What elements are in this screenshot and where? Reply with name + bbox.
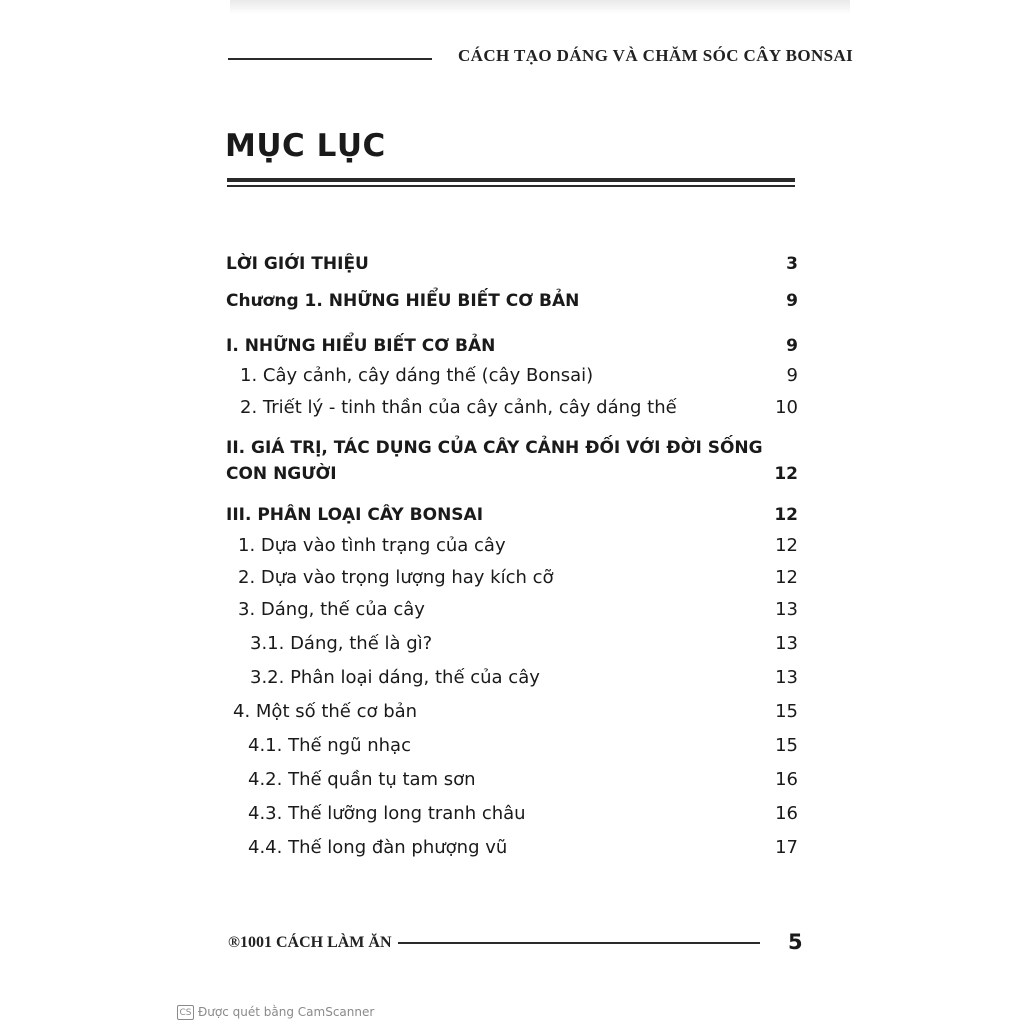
toc-entry-page: 12 bbox=[775, 567, 798, 588]
toc-entry-title: 4.4. Thế long đàn phượng vũ bbox=[248, 837, 508, 858]
toc-entry-page: 13 bbox=[775, 633, 798, 654]
toc-entry-page: 15 bbox=[775, 701, 798, 722]
footer-rule bbox=[398, 942, 760, 944]
camscanner-icon: CS bbox=[177, 1005, 194, 1020]
toc-entry-title: II. GIÁ TRỊ, TÁC DỤNG CỦA CÂY CẢNH ĐỐI VỚI ĐỜI SỐNG bbox=[226, 438, 763, 458]
title-double-rule bbox=[227, 178, 795, 187]
toc-entry-page: 13 bbox=[775, 667, 798, 688]
toc-entry-page: 10 bbox=[775, 397, 798, 418]
toc-entry-page: 9 bbox=[786, 365, 798, 386]
toc-entry-title: 3.2. Phân loại dáng, thế của cây bbox=[250, 667, 540, 688]
toc-entry-title: 2. Triết lý - tinh thần của cây cảnh, cây dáng thế bbox=[240, 397, 677, 418]
toc-entry-page: 16 bbox=[775, 769, 798, 790]
watermark-text: Được quét bằng CamScanner bbox=[198, 1005, 375, 1019]
toc-entry-page: 12 bbox=[775, 535, 798, 556]
toc-entry-page: 15 bbox=[775, 735, 798, 756]
toc-entry-title: Chương 1. NHỮNG HIỂU BIẾT CƠ BẢN bbox=[226, 291, 580, 311]
toc-entry-title: 3. Dáng, thế của cây bbox=[238, 599, 425, 620]
page-title: MỤC LỤC bbox=[225, 128, 386, 164]
toc-entry-title: 2. Dựa vào trọng lượng hay kích cỡ bbox=[238, 567, 554, 588]
header-rule bbox=[228, 58, 432, 60]
toc-entry-page: 9 bbox=[786, 291, 798, 311]
toc-entry-page: 17 bbox=[775, 837, 798, 858]
toc-entry-title: 4.3. Thế lưỡng long tranh châu bbox=[248, 803, 526, 824]
toc-entry-title: 1. Dựa vào tình trạng của cây bbox=[238, 535, 506, 556]
camscanner-watermark bbox=[177, 1003, 374, 1021]
toc-entry-title: 4.2. Thế quần tụ tam sơn bbox=[248, 769, 476, 790]
running-header-title: CÁCH TẠO DÁNG VÀ CHĂM SÓC CÂY BONSAI bbox=[458, 46, 854, 65]
toc-entry-title-line2: CON NGƯỜI bbox=[226, 464, 337, 484]
toc-entry-page: 16 bbox=[775, 803, 798, 824]
page-number: 5 bbox=[788, 930, 803, 954]
toc-entry-page: 3 bbox=[786, 254, 798, 274]
toc-entry-title: 3.1. Dáng, thế là gì? bbox=[250, 633, 433, 654]
toc-entry-title: LỜI GIỚI THIỆU bbox=[226, 254, 369, 274]
toc-entry-title: 4. Một số thế cơ bản bbox=[233, 701, 418, 722]
toc-entry-title: 4.1. Thế ngũ nhạc bbox=[248, 735, 411, 756]
toc-entry-page: 12 bbox=[774, 464, 798, 484]
toc-entry-page: 13 bbox=[775, 599, 798, 620]
toc-entry-page: 9 bbox=[786, 336, 798, 356]
toc-entry-title: III. PHÂN LOẠI CÂY BONSAI bbox=[226, 505, 484, 525]
toc-entry-title: 1. Cây cảnh, cây dáng thế (cây Bonsai) bbox=[240, 365, 594, 386]
footer-publisher: ®1001 CÁCH LÀM ĂN bbox=[228, 934, 392, 951]
toc-entry-page: 12 bbox=[774, 505, 798, 525]
scan-edge-shadow bbox=[230, 0, 850, 14]
toc-entry-title: I. NHỮNG HIỂU BIẾT CƠ BẢN bbox=[226, 336, 496, 356]
